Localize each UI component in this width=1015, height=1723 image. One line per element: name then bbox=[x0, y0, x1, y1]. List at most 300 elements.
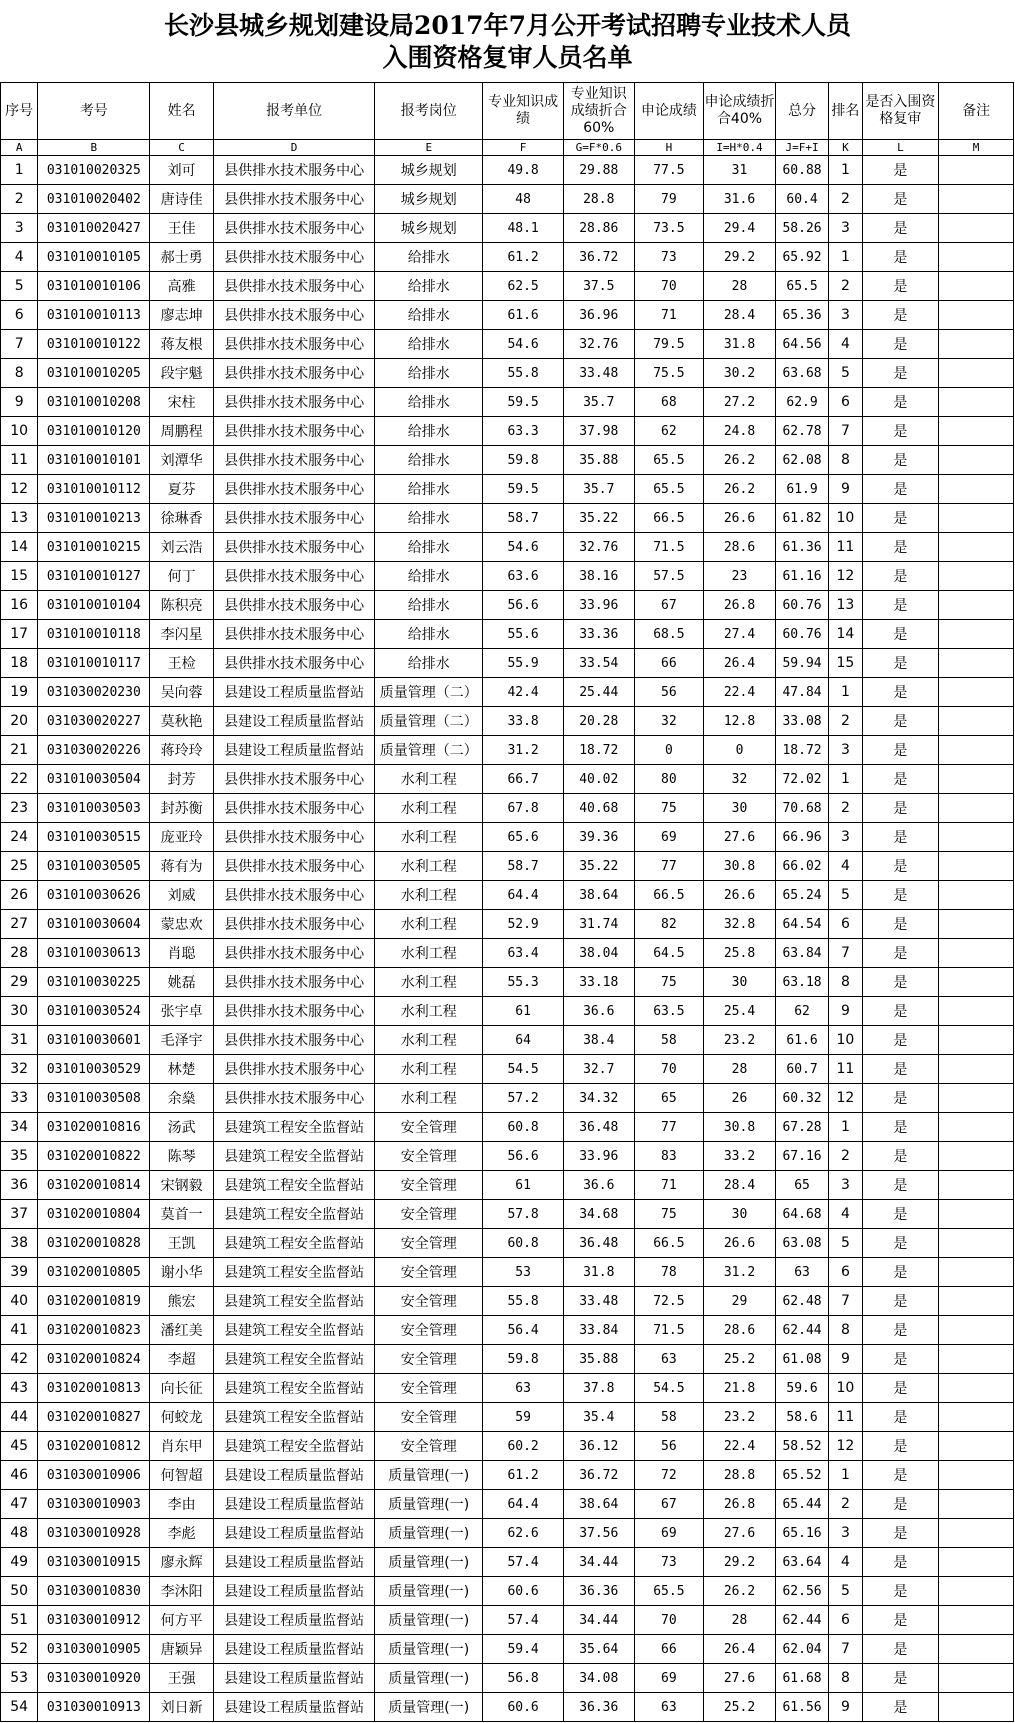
cell-essay-score: 54.5 bbox=[634, 1374, 704, 1403]
cell-seq: 22 bbox=[1, 765, 38, 794]
cell-unit: 县建筑工程安全监督站 bbox=[213, 1258, 374, 1287]
cell-unit: 县建筑工程安全监督站 bbox=[213, 1171, 374, 1200]
cell-rank: 8 bbox=[829, 1664, 862, 1693]
cell-qualified: 是 bbox=[862, 939, 939, 968]
cell-qualified: 是 bbox=[862, 707, 939, 736]
cell-rank: 7 bbox=[829, 1287, 862, 1316]
cell-knowledge-weighted: 33.96 bbox=[563, 591, 634, 620]
cell-exam-id: 031010010104 bbox=[38, 591, 150, 620]
cell-position: 安全管理 bbox=[375, 1403, 483, 1432]
cell-essay-weighted: 32 bbox=[704, 765, 776, 794]
cell-position: 给排水 bbox=[375, 388, 483, 417]
cell-rank: 3 bbox=[829, 823, 862, 852]
table-row bbox=[1, 1142, 1014, 1171]
cell-total: 61.6 bbox=[775, 1026, 828, 1055]
cell-essay-weighted: 30.8 bbox=[704, 1113, 776, 1142]
cell-rank: 2 bbox=[829, 707, 862, 736]
cell-unit: 县供排水技术服务中心 bbox=[213, 852, 374, 881]
cell-essay-weighted: 33.2 bbox=[704, 1142, 776, 1171]
cell-essay-weighted: 27.6 bbox=[704, 1664, 776, 1693]
cell-essay-weighted: 26.6 bbox=[704, 1229, 776, 1258]
cell-position: 质量管理（二） bbox=[375, 736, 483, 765]
cell-essay-weighted: 21.8 bbox=[704, 1374, 776, 1403]
cell-unit: 县建设工程质量监督站 bbox=[213, 1635, 374, 1664]
cell-qualified: 是 bbox=[862, 243, 939, 272]
cell-knowledge-score: 56.8 bbox=[483, 1664, 564, 1693]
cell-name: 何方平 bbox=[150, 1606, 214, 1635]
cell-essay-score: 70 bbox=[634, 272, 704, 301]
cell-seq: 17 bbox=[1, 620, 38, 649]
cell-knowledge-weighted: 18.72 bbox=[563, 736, 634, 765]
cell-knowledge-score: 62.5 bbox=[483, 272, 564, 301]
table-row bbox=[1, 1258, 1014, 1287]
cell-qualified: 是 bbox=[862, 185, 939, 214]
cell-qualified: 是 bbox=[862, 1577, 939, 1606]
cell-knowledge-score: 57.4 bbox=[483, 1548, 564, 1577]
cell-remark bbox=[939, 1084, 1014, 1113]
cell-qualified: 是 bbox=[862, 156, 939, 185]
cell-total: 61.9 bbox=[775, 475, 828, 504]
cell-total: 60.76 bbox=[775, 591, 828, 620]
cell-knowledge-weighted: 33.48 bbox=[563, 1287, 634, 1316]
cell-name: 高雅 bbox=[150, 272, 214, 301]
table-row bbox=[1, 1055, 1014, 1084]
cell-essay-weighted: 26.4 bbox=[704, 649, 776, 678]
cell-position: 质量管理(一) bbox=[375, 1519, 483, 1548]
cell-knowledge-weighted: 33.54 bbox=[563, 649, 634, 678]
cell-qualified: 是 bbox=[862, 620, 939, 649]
cell-remark bbox=[939, 1606, 1014, 1635]
cell-unit: 县建设工程质量监督站 bbox=[213, 707, 374, 736]
table-row bbox=[1, 533, 1014, 562]
column-letter: B bbox=[38, 140, 150, 156]
cell-seq: 51 bbox=[1, 1606, 38, 1635]
cell-remark bbox=[939, 1403, 1014, 1432]
cell-seq: 35 bbox=[1, 1142, 38, 1171]
cell-essay-score: 75 bbox=[634, 968, 704, 997]
cell-knowledge-weighted: 34.08 bbox=[563, 1664, 634, 1693]
cell-seq: 44 bbox=[1, 1403, 38, 1432]
cell-unit: 县供排水技术服务中心 bbox=[213, 620, 374, 649]
cell-knowledge-score: 54.5 bbox=[483, 1055, 564, 1084]
cell-name: 何智超 bbox=[150, 1461, 214, 1490]
table-row bbox=[1, 1635, 1014, 1664]
cell-rank: 14 bbox=[829, 620, 862, 649]
cell-exam-id: 031030010928 bbox=[38, 1519, 150, 1548]
cell-essay-weighted: 29.4 bbox=[704, 214, 776, 243]
cell-unit: 县供排水技术服务中心 bbox=[213, 185, 374, 214]
cell-essay-score: 65.5 bbox=[634, 446, 704, 475]
cell-knowledge-weighted: 20.28 bbox=[563, 707, 634, 736]
cell-remark bbox=[939, 330, 1014, 359]
header-cell: 申论成绩折合40% bbox=[704, 83, 776, 140]
cell-essay-score: 67 bbox=[634, 591, 704, 620]
cell-rank: 10 bbox=[829, 1026, 862, 1055]
cell-seq: 10 bbox=[1, 417, 38, 446]
cell-rank: 10 bbox=[829, 1374, 862, 1403]
cell-name: 刘云浩 bbox=[150, 533, 214, 562]
cell-seq: 9 bbox=[1, 388, 38, 417]
cell-knowledge-score: 66.7 bbox=[483, 765, 564, 794]
cell-unit: 县建筑工程安全监督站 bbox=[213, 1287, 374, 1316]
cell-seq: 21 bbox=[1, 736, 38, 765]
cell-essay-weighted: 0 bbox=[704, 736, 776, 765]
cell-knowledge-weighted: 33.18 bbox=[563, 968, 634, 997]
cell-total: 61.56 bbox=[775, 1693, 828, 1722]
cell-name: 姚磊 bbox=[150, 968, 214, 997]
cell-qualified: 是 bbox=[862, 997, 939, 1026]
cell-exam-id: 031010030613 bbox=[38, 939, 150, 968]
cell-name: 宋钢毅 bbox=[150, 1171, 214, 1200]
cell-exam-id: 031010030604 bbox=[38, 910, 150, 939]
cell-remark bbox=[939, 649, 1014, 678]
cell-seq: 28 bbox=[1, 939, 38, 968]
cell-essay-score: 32 bbox=[634, 707, 704, 736]
cell-essay-score: 83 bbox=[634, 1142, 704, 1171]
cell-exam-id: 031020010827 bbox=[38, 1403, 150, 1432]
cell-knowledge-score: 61 bbox=[483, 1171, 564, 1200]
column-letter: E bbox=[375, 140, 483, 156]
cell-remark bbox=[939, 1519, 1014, 1548]
cell-position: 给排水 bbox=[375, 562, 483, 591]
cell-name: 唐诗佳 bbox=[150, 185, 214, 214]
cell-name: 刘可 bbox=[150, 156, 214, 185]
cell-unit: 县建设工程质量监督站 bbox=[213, 1548, 374, 1577]
cell-knowledge-score: 54.6 bbox=[483, 533, 564, 562]
cell-qualified: 是 bbox=[862, 533, 939, 562]
cell-knowledge-score: 60.8 bbox=[483, 1113, 564, 1142]
cell-essay-score: 77 bbox=[634, 852, 704, 881]
cell-knowledge-score: 52.9 bbox=[483, 910, 564, 939]
cell-unit: 县建筑工程安全监督站 bbox=[213, 1345, 374, 1374]
cell-seq: 45 bbox=[1, 1432, 38, 1461]
table-row bbox=[1, 214, 1014, 243]
cell-name: 封芳 bbox=[150, 765, 214, 794]
cell-knowledge-score: 48 bbox=[483, 185, 564, 214]
cell-position: 质量管理(一) bbox=[375, 1548, 483, 1577]
cell-exam-id: 031020010805 bbox=[38, 1258, 150, 1287]
cell-unit: 县供排水技术服务中心 bbox=[213, 214, 374, 243]
cell-knowledge-weighted: 36.12 bbox=[563, 1432, 634, 1461]
cell-name: 徐琳香 bbox=[150, 504, 214, 533]
cell-seq: 2 bbox=[1, 185, 38, 214]
cell-knowledge-score: 56.6 bbox=[483, 591, 564, 620]
cell-remark bbox=[939, 1316, 1014, 1345]
cell-total: 66.02 bbox=[775, 852, 828, 881]
cell-unit: 县供排水技术服务中心 bbox=[213, 533, 374, 562]
cell-name: 潘红美 bbox=[150, 1316, 214, 1345]
cell-seq: 29 bbox=[1, 968, 38, 997]
cell-rank: 3 bbox=[829, 1171, 862, 1200]
cell-knowledge-weighted: 31.8 bbox=[563, 1258, 634, 1287]
header-cell: 是否入围资格复审 bbox=[862, 83, 939, 140]
cell-remark bbox=[939, 1432, 1014, 1461]
cell-remark bbox=[939, 968, 1014, 997]
cell-unit: 县供排水技术服务中心 bbox=[213, 156, 374, 185]
cell-seq: 6 bbox=[1, 301, 38, 330]
column-letter: D bbox=[213, 140, 374, 156]
cell-exam-id: 031030010915 bbox=[38, 1548, 150, 1577]
cell-knowledge-weighted: 36.96 bbox=[563, 301, 634, 330]
cell-position: 质量管理(一) bbox=[375, 1693, 483, 1722]
cell-unit: 县供排水技术服务中心 bbox=[213, 939, 374, 968]
cell-position: 水利工程 bbox=[375, 1055, 483, 1084]
cell-name: 何丁 bbox=[150, 562, 214, 591]
cell-qualified: 是 bbox=[862, 823, 939, 852]
cell-rank: 11 bbox=[829, 1055, 862, 1084]
cell-total: 60.4 bbox=[775, 185, 828, 214]
cell-knowledge-score: 57.8 bbox=[483, 1200, 564, 1229]
cell-essay-weighted: 22.4 bbox=[704, 678, 776, 707]
cell-essay-score: 0 bbox=[634, 736, 704, 765]
cell-total: 63.18 bbox=[775, 968, 828, 997]
table-row bbox=[1, 1374, 1014, 1403]
cell-rank: 11 bbox=[829, 533, 862, 562]
cell-exam-id: 031010030508 bbox=[38, 1084, 150, 1113]
cell-knowledge-weighted: 35.7 bbox=[563, 475, 634, 504]
table-row bbox=[1, 1287, 1014, 1316]
cell-seq: 48 bbox=[1, 1519, 38, 1548]
cell-rank: 9 bbox=[829, 1693, 862, 1722]
cell-position: 水利工程 bbox=[375, 1084, 483, 1113]
cell-essay-score: 73 bbox=[634, 243, 704, 272]
table-row bbox=[1, 330, 1014, 359]
cell-exam-id: 031020010813 bbox=[38, 1374, 150, 1403]
cell-knowledge-weighted: 38.16 bbox=[563, 562, 634, 591]
cell-essay-weighted: 25.4 bbox=[704, 997, 776, 1026]
cell-remark bbox=[939, 446, 1014, 475]
cell-rank: 1 bbox=[829, 1113, 862, 1142]
cell-essay-weighted: 26.6 bbox=[704, 504, 776, 533]
cell-total: 60.76 bbox=[775, 620, 828, 649]
cell-essay-weighted: 26.4 bbox=[704, 1635, 776, 1664]
cell-qualified: 是 bbox=[862, 1316, 939, 1345]
cell-unit: 县建设工程质量监督站 bbox=[213, 1693, 374, 1722]
table-row bbox=[1, 1113, 1014, 1142]
cell-unit: 县建筑工程安全监督站 bbox=[213, 1432, 374, 1461]
cell-remark bbox=[939, 533, 1014, 562]
cell-essay-score: 66 bbox=[634, 1635, 704, 1664]
cell-knowledge-weighted: 33.36 bbox=[563, 620, 634, 649]
cell-unit: 县供排水技术服务中心 bbox=[213, 794, 374, 823]
cell-total: 61.08 bbox=[775, 1345, 828, 1374]
cell-qualified: 是 bbox=[862, 1229, 939, 1258]
cell-knowledge-score: 55.8 bbox=[483, 359, 564, 388]
cell-unit: 县建筑工程安全监督站 bbox=[213, 1142, 374, 1171]
cell-name: 毛泽宇 bbox=[150, 1026, 214, 1055]
cell-knowledge-score: 61.2 bbox=[483, 243, 564, 272]
cell-total: 65.36 bbox=[775, 301, 828, 330]
cell-unit: 县建设工程质量监督站 bbox=[213, 736, 374, 765]
cell-rank: 2 bbox=[829, 794, 862, 823]
cell-remark bbox=[939, 562, 1014, 591]
cell-rank: 15 bbox=[829, 649, 862, 678]
cell-total: 62.04 bbox=[775, 1635, 828, 1664]
cell-knowledge-weighted: 40.02 bbox=[563, 765, 634, 794]
cell-total: 67.28 bbox=[775, 1113, 828, 1142]
cell-name: 莫秋艳 bbox=[150, 707, 214, 736]
cell-rank: 5 bbox=[829, 881, 862, 910]
cell-qualified: 是 bbox=[862, 1345, 939, 1374]
cell-unit: 县供排水技术服务中心 bbox=[213, 272, 374, 301]
cell-seq: 13 bbox=[1, 504, 38, 533]
cell-name: 谢小华 bbox=[150, 1258, 214, 1287]
cell-knowledge-score: 63.3 bbox=[483, 417, 564, 446]
cell-seq: 49 bbox=[1, 1548, 38, 1577]
cell-knowledge-weighted: 37.5 bbox=[563, 272, 634, 301]
cell-name: 陈琴 bbox=[150, 1142, 214, 1171]
cell-exam-id: 031010030504 bbox=[38, 765, 150, 794]
cell-essay-score: 68.5 bbox=[634, 620, 704, 649]
table-row bbox=[1, 156, 1014, 185]
cell-essay-weighted: 26.2 bbox=[704, 446, 776, 475]
cell-qualified: 是 bbox=[862, 1664, 939, 1693]
cell-exam-id: 031010010122 bbox=[38, 330, 150, 359]
cell-total: 61.82 bbox=[775, 504, 828, 533]
cell-position: 给排水 bbox=[375, 649, 483, 678]
cell-name: 熊宏 bbox=[150, 1287, 214, 1316]
column-letter: H bbox=[634, 140, 704, 156]
cell-qualified: 是 bbox=[862, 1606, 939, 1635]
cell-exam-id: 031020010804 bbox=[38, 1200, 150, 1229]
cell-position: 城乡规划 bbox=[375, 214, 483, 243]
cell-name: 段宇魁 bbox=[150, 359, 214, 388]
cell-name: 余燊 bbox=[150, 1084, 214, 1113]
cell-rank: 3 bbox=[829, 1519, 862, 1548]
cell-exam-id: 031010030225 bbox=[38, 968, 150, 997]
cell-seq: 50 bbox=[1, 1577, 38, 1606]
cell-exam-id: 031010030529 bbox=[38, 1055, 150, 1084]
cell-name: 蒋友根 bbox=[150, 330, 214, 359]
cell-seq: 4 bbox=[1, 243, 38, 272]
cell-rank: 3 bbox=[829, 736, 862, 765]
cell-remark bbox=[939, 185, 1014, 214]
cell-exam-id: 031010030505 bbox=[38, 852, 150, 881]
cell-essay-weighted: 32.8 bbox=[704, 910, 776, 939]
cell-seq: 34 bbox=[1, 1113, 38, 1142]
cell-position: 给排水 bbox=[375, 504, 483, 533]
cell-remark bbox=[939, 301, 1014, 330]
cell-remark bbox=[939, 1113, 1014, 1142]
cell-seq: 11 bbox=[1, 446, 38, 475]
cell-seq: 36 bbox=[1, 1171, 38, 1200]
cell-name: 莫首一 bbox=[150, 1200, 214, 1229]
cell-rank: 4 bbox=[829, 330, 862, 359]
cell-total: 64.56 bbox=[775, 330, 828, 359]
cell-essay-weighted: 12.8 bbox=[704, 707, 776, 736]
cell-unit: 县建设工程质量监督站 bbox=[213, 1519, 374, 1548]
table-row bbox=[1, 794, 1014, 823]
cell-total: 61.68 bbox=[775, 1664, 828, 1693]
cell-exam-id: 031030010912 bbox=[38, 1606, 150, 1635]
cell-qualified: 是 bbox=[862, 562, 939, 591]
cell-unit: 县供排水技术服务中心 bbox=[213, 388, 374, 417]
cell-essay-score: 71 bbox=[634, 1171, 704, 1200]
cell-essay-score: 73.5 bbox=[634, 214, 704, 243]
cell-name: 刘威 bbox=[150, 881, 214, 910]
cell-essay-score: 78 bbox=[634, 1258, 704, 1287]
cell-essay-score: 57.5 bbox=[634, 562, 704, 591]
cell-exam-id: 031010010215 bbox=[38, 533, 150, 562]
table-row bbox=[1, 417, 1014, 446]
column-letter: I=H*0.4 bbox=[704, 140, 776, 156]
cell-knowledge-score: 63.6 bbox=[483, 562, 564, 591]
cell-qualified: 是 bbox=[862, 765, 939, 794]
cell-knowledge-weighted: 36.48 bbox=[563, 1113, 634, 1142]
table-row bbox=[1, 910, 1014, 939]
cell-name: 蒋有为 bbox=[150, 852, 214, 881]
cell-exam-id: 031010030503 bbox=[38, 794, 150, 823]
cell-rank: 12 bbox=[829, 1084, 862, 1113]
cell-exam-id: 031020010812 bbox=[38, 1432, 150, 1461]
cell-essay-weighted: 30 bbox=[704, 968, 776, 997]
cell-knowledge-score: 55.6 bbox=[483, 620, 564, 649]
cell-unit: 县供排水技术服务中心 bbox=[213, 1055, 374, 1084]
page-title bbox=[0, 0, 1015, 72]
cell-position: 质量管理（二） bbox=[375, 678, 483, 707]
cell-knowledge-score: 54.6 bbox=[483, 330, 564, 359]
cell-total: 60.7 bbox=[775, 1055, 828, 1084]
cell-essay-weighted: 30 bbox=[704, 1200, 776, 1229]
cell-name: 李超 bbox=[150, 1345, 214, 1374]
cell-unit: 县供排水技术服务中心 bbox=[213, 591, 374, 620]
cell-qualified: 是 bbox=[862, 649, 939, 678]
cell-exam-id: 031010030515 bbox=[38, 823, 150, 852]
cell-qualified: 是 bbox=[862, 475, 939, 504]
cell-qualified: 是 bbox=[862, 1490, 939, 1519]
cell-qualified: 是 bbox=[862, 1287, 939, 1316]
table-row bbox=[1, 1084, 1014, 1113]
cell-position: 安全管理 bbox=[375, 1374, 483, 1403]
cell-position: 水利工程 bbox=[375, 823, 483, 852]
cell-qualified: 是 bbox=[862, 678, 939, 707]
cell-seq: 5 bbox=[1, 272, 38, 301]
cell-rank: 7 bbox=[829, 417, 862, 446]
cell-position: 安全管理 bbox=[375, 1432, 483, 1461]
cell-knowledge-weighted: 37.8 bbox=[563, 1374, 634, 1403]
cell-essay-score: 65.5 bbox=[634, 475, 704, 504]
table-row bbox=[1, 388, 1014, 417]
cell-qualified: 是 bbox=[862, 1171, 939, 1200]
cell-seq: 38 bbox=[1, 1229, 38, 1258]
cell-qualified: 是 bbox=[862, 1432, 939, 1461]
cell-knowledge-score: 64.4 bbox=[483, 881, 564, 910]
table-row bbox=[1, 475, 1014, 504]
cell-rank: 6 bbox=[829, 910, 862, 939]
cell-total: 65.16 bbox=[775, 1519, 828, 1548]
cell-name: 肖东甲 bbox=[150, 1432, 214, 1461]
cell-knowledge-score: 59.5 bbox=[483, 388, 564, 417]
cell-rank: 6 bbox=[829, 1606, 862, 1635]
cell-total: 47.84 bbox=[775, 678, 828, 707]
table-row bbox=[1, 765, 1014, 794]
cell-essay-weighted: 26.2 bbox=[704, 475, 776, 504]
cell-qualified: 是 bbox=[862, 1403, 939, 1432]
cell-essay-weighted: 23.2 bbox=[704, 1026, 776, 1055]
cell-knowledge-score: 49.8 bbox=[483, 156, 564, 185]
cell-knowledge-weighted: 38.4 bbox=[563, 1026, 634, 1055]
cell-name: 宋柱 bbox=[150, 388, 214, 417]
cell-exam-id: 031010020325 bbox=[38, 156, 150, 185]
cell-exam-id: 031030010830 bbox=[38, 1577, 150, 1606]
cell-position: 给排水 bbox=[375, 417, 483, 446]
table-row bbox=[1, 504, 1014, 533]
cell-knowledge-score: 61.6 bbox=[483, 301, 564, 330]
cell-qualified: 是 bbox=[862, 330, 939, 359]
cell-qualified: 是 bbox=[862, 910, 939, 939]
cell-rank: 7 bbox=[829, 939, 862, 968]
cell-remark bbox=[939, 1664, 1014, 1693]
